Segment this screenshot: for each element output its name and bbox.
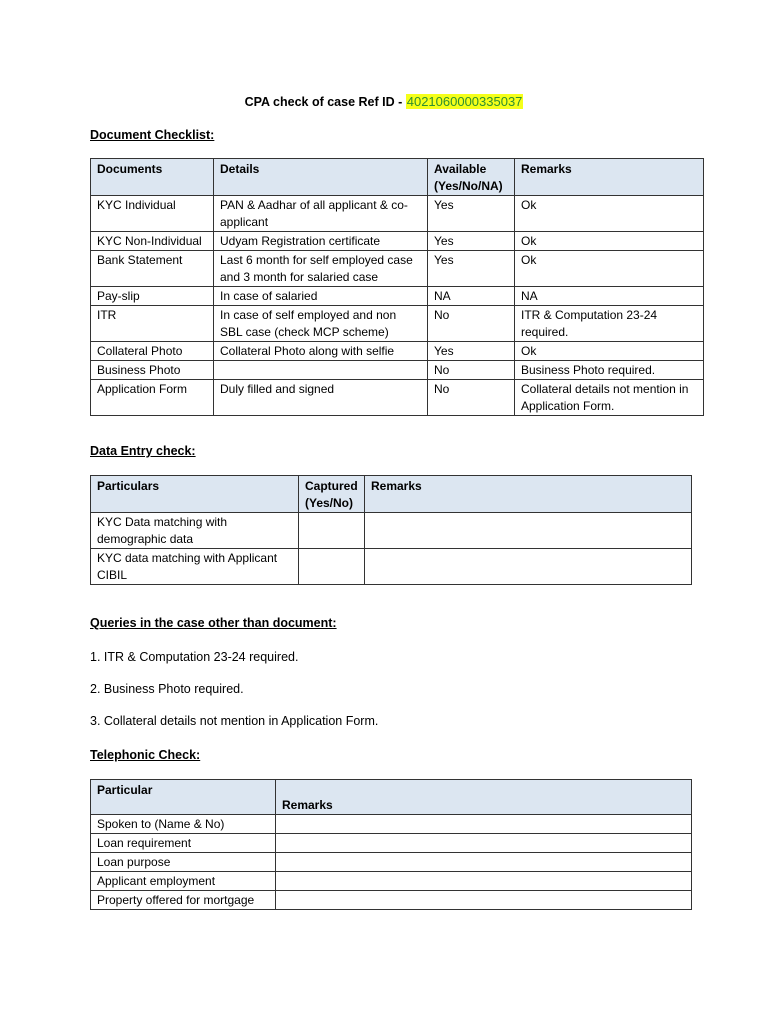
- table-cell: [276, 872, 692, 891]
- query-item: 3. Collateral details not mention in Application Form.: [90, 714, 379, 728]
- table-cell: Collateral Photo: [91, 342, 214, 361]
- page-title: [0, 94, 768, 109]
- table-row: [91, 815, 692, 834]
- table-row: [91, 834, 692, 853]
- table-cell: Ok: [515, 342, 704, 361]
- table-cell: Loan requirement: [91, 834, 276, 853]
- header-cell: Captured (Yes/No): [299, 476, 365, 513]
- table-header-row: [91, 159, 704, 196]
- table-cell: Applicant employment: [91, 872, 276, 891]
- table-row: [91, 232, 704, 251]
- table-cell: Ok: [515, 232, 704, 251]
- table-row: [91, 342, 704, 361]
- table-cell: Spoken to (Name & No): [91, 815, 276, 834]
- table-cell: No: [428, 361, 515, 380]
- table-cell: KYC data matching with Applicant CIBIL: [91, 549, 299, 585]
- table-row: [91, 513, 692, 549]
- table-row: [91, 251, 704, 287]
- header-cell: Available (Yes/No/NA): [428, 159, 515, 196]
- table-cell: ITR & Computation 23-24 required.: [515, 306, 704, 342]
- table-cell: Collateral Photo along with selfie: [214, 342, 428, 361]
- table-cell: Bank Statement: [91, 251, 214, 287]
- table-cell: [276, 834, 692, 853]
- table-cell: [365, 513, 692, 549]
- table-row: [91, 549, 692, 585]
- table-cell: Udyam Registration certificate: [214, 232, 428, 251]
- table-row: [91, 287, 704, 306]
- queries-heading: Queries in the case other than document:: [90, 616, 337, 630]
- header-cell: Details: [214, 159, 428, 196]
- table-cell: NA: [428, 287, 515, 306]
- table-cell: Business Photo required.: [515, 361, 704, 380]
- table-cell: Application Form: [91, 380, 214, 416]
- title-prefix: CPA check of case Ref ID -: [244, 95, 406, 109]
- table-cell: KYC Non-Individual: [91, 232, 214, 251]
- query-item: 2. Business Photo required.: [90, 682, 244, 696]
- header-cell: Particular: [91, 780, 276, 815]
- telephonic-heading: Telephonic Check:: [90, 748, 201, 762]
- ref-id: 4021060000335037: [406, 94, 523, 109]
- table-cell: [276, 815, 692, 834]
- table-cell: [299, 549, 365, 585]
- table-cell: PAN & Aadhar of all applicant & co-applicant: [214, 196, 428, 232]
- table-cell: Property offered for mortgage: [91, 891, 276, 910]
- table-cell: In case of self employed and non SBL case (check MCP scheme): [214, 306, 428, 342]
- header-cell: Particulars: [91, 476, 299, 513]
- doc-checklist-table: [90, 158, 704, 416]
- table-row: [91, 872, 692, 891]
- table-cell: Pay-slip: [91, 287, 214, 306]
- table-row: [91, 306, 704, 342]
- header-cell: Documents: [91, 159, 214, 196]
- table-cell: Ok: [515, 251, 704, 287]
- table-cell: Yes: [428, 232, 515, 251]
- table-cell: No: [428, 380, 515, 416]
- data-entry-heading: Data Entry check:: [90, 444, 196, 458]
- table-row: [91, 380, 704, 416]
- query-item: 1. ITR & Computation 23-24 required.: [90, 650, 299, 664]
- table-cell: [276, 853, 692, 872]
- table-cell: Ok: [515, 196, 704, 232]
- table-cell: Last 6 month for self employed case and 3 month for salaried case: [214, 251, 428, 287]
- table-row: [91, 853, 692, 872]
- table-cell: In case of salaried: [214, 287, 428, 306]
- table-cell: ITR: [91, 306, 214, 342]
- table-cell: No: [428, 306, 515, 342]
- table-cell: NA: [515, 287, 704, 306]
- table-cell: Collateral details not mention in Application Form.: [515, 380, 704, 416]
- data-entry-table: [90, 475, 692, 585]
- table-cell: [214, 361, 428, 380]
- table-cell: [299, 513, 365, 549]
- header-cell: Remarks: [365, 476, 692, 513]
- table-cell: KYC Individual: [91, 196, 214, 232]
- table-cell: Loan purpose: [91, 853, 276, 872]
- header-cell: Remarks: [515, 159, 704, 196]
- doc-checklist-heading: Document Checklist:: [90, 128, 215, 142]
- header-cell: Remarks: [276, 780, 692, 815]
- table-cell: Yes: [428, 342, 515, 361]
- table-cell: Business Photo: [91, 361, 214, 380]
- table-row: [91, 196, 704, 232]
- table-cell: Yes: [428, 196, 515, 232]
- table-cell: [276, 891, 692, 910]
- table-row: [91, 891, 692, 910]
- telephonic-table: [90, 779, 692, 910]
- table-header-row: [91, 476, 692, 513]
- table-header-row: [91, 780, 692, 815]
- table-row: [91, 361, 704, 380]
- table-cell: KYC Data matching with demographic data: [91, 513, 299, 549]
- table-cell: Duly filled and signed: [214, 380, 428, 416]
- table-cell: [365, 549, 692, 585]
- table-cell: Yes: [428, 251, 515, 287]
